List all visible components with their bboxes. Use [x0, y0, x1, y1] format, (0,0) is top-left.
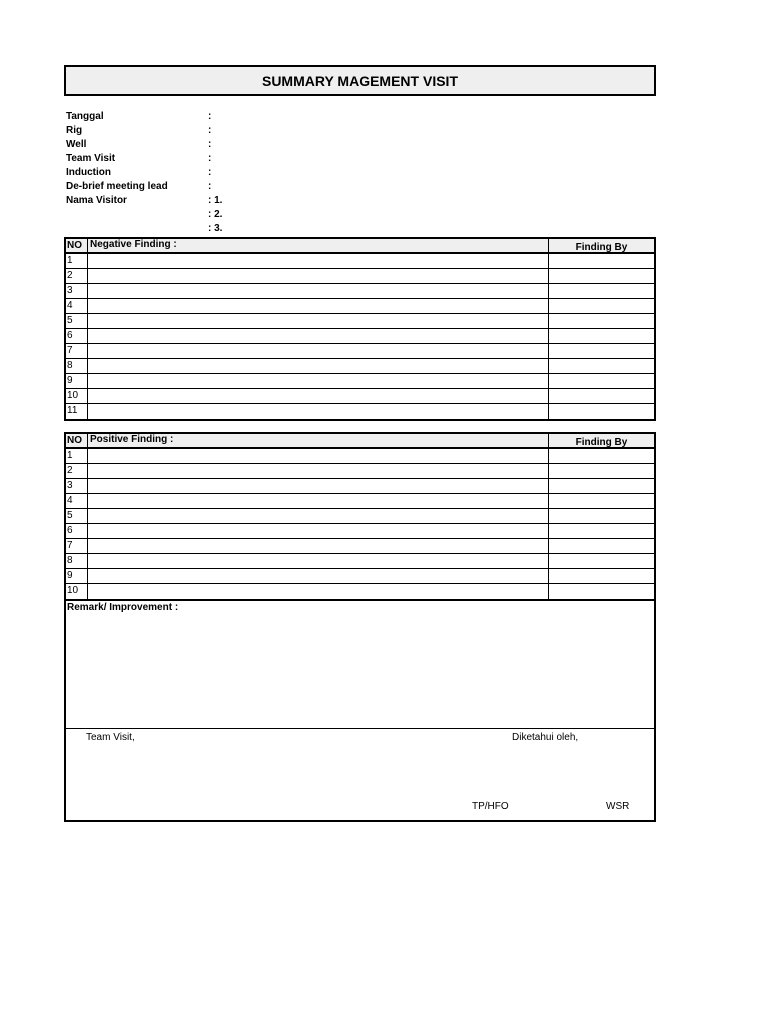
field-team-visit — [66, 152, 366, 166]
row-number: 2 — [66, 464, 88, 478]
field-separator: : — [208, 153, 212, 164]
row-number: 4 — [66, 299, 88, 313]
field-well — [66, 138, 366, 152]
finding-cell[interactable] — [88, 554, 549, 568]
table-header-row — [66, 434, 654, 449]
finding-by-cell[interactable] — [549, 374, 654, 388]
field-tanggal — [66, 110, 366, 124]
finding-by-cell[interactable] — [549, 404, 654, 419]
table-row — [66, 359, 654, 374]
finding-cell[interactable] — [88, 299, 549, 313]
visit-info-fields — [66, 110, 366, 236]
finding-cell[interactable] — [88, 464, 549, 478]
row-number: 6 — [66, 524, 88, 538]
row-number: 2 — [66, 269, 88, 283]
finding-cell[interactable] — [88, 374, 549, 388]
finding-cell[interactable] — [88, 539, 549, 553]
row-number: 10 — [66, 389, 88, 403]
field-label: Tanggal — [66, 111, 104, 122]
finding-by-cell[interactable] — [549, 269, 654, 283]
finding-by-cell[interactable] — [549, 524, 654, 538]
row-number: 8 — [66, 554, 88, 568]
field-nama-visitor-1 — [66, 194, 366, 208]
row-number: 5 — [66, 314, 88, 328]
row-number: 9 — [66, 374, 88, 388]
diketahui-signature-label: Diketahui oleh, — [512, 732, 579, 743]
remark-label: Remark/ Improvement : — [67, 602, 179, 613]
finding-cell[interactable] — [88, 359, 549, 373]
finding-by-cell[interactable] — [549, 344, 654, 358]
table-row — [66, 494, 654, 509]
table-row — [66, 584, 654, 599]
column-header-finding-by: Finding By — [575, 437, 628, 448]
field-induction — [66, 166, 366, 180]
wsr-signature-label: WSR — [606, 801, 630, 812]
finding-by-cell[interactable] — [549, 299, 654, 313]
field-debrief-lead — [66, 180, 366, 194]
finding-cell[interactable] — [88, 329, 549, 343]
finding-by-cell[interactable] — [549, 314, 654, 328]
tp-hfo-signature-label: TP/HFO — [472, 801, 509, 812]
column-header-no: NO — [66, 239, 88, 252]
table-row — [66, 314, 654, 329]
row-number: 3 — [66, 284, 88, 298]
finding-by-cell[interactable] — [549, 284, 654, 298]
table-row — [66, 344, 654, 359]
field-label: Induction — [66, 167, 111, 178]
finding-cell[interactable] — [88, 584, 549, 599]
field-separator: : 3. — [208, 223, 223, 234]
row-number: 5 — [66, 509, 88, 523]
finding-cell[interactable] — [88, 524, 549, 538]
finding-by-cell[interactable] — [549, 464, 654, 478]
table-header-row — [66, 239, 654, 254]
finding-cell[interactable] — [88, 509, 549, 523]
finding-by-cell[interactable] — [549, 584, 654, 599]
finding-cell[interactable] — [88, 344, 549, 358]
remark-signature-box — [64, 600, 656, 822]
row-number: 4 — [66, 494, 88, 508]
column-header-positive-finding: Positive Finding : — [88, 434, 549, 447]
negative-finding-table — [64, 237, 656, 421]
table-row — [66, 269, 654, 284]
table-row — [66, 389, 654, 404]
field-label: De-brief meeting lead — [66, 181, 168, 192]
row-number: 10 — [66, 584, 88, 599]
column-header-negative-finding: Negative Finding : — [88, 239, 549, 252]
document-title: SUMMARY MAGEMENT VISIT — [64, 65, 656, 96]
field-separator: : — [208, 125, 212, 136]
finding-cell[interactable] — [88, 269, 549, 283]
field-separator: : — [208, 181, 212, 192]
table-row — [66, 374, 654, 389]
finding-cell[interactable] — [88, 479, 549, 493]
finding-by-cell[interactable] — [549, 569, 654, 583]
row-number: 9 — [66, 569, 88, 583]
row-number: 3 — [66, 479, 88, 493]
finding-by-cell[interactable] — [549, 509, 654, 523]
table-row — [66, 254, 654, 269]
table-row — [66, 464, 654, 479]
table-row — [66, 524, 654, 539]
column-header-finding-by: Finding By — [575, 242, 628, 253]
table-row — [66, 509, 654, 524]
finding-by-cell[interactable] — [549, 494, 654, 508]
finding-cell[interactable] — [88, 254, 549, 268]
field-separator: : — [208, 167, 212, 178]
finding-by-cell[interactable] — [549, 329, 654, 343]
row-number: 7 — [66, 539, 88, 553]
finding-cell[interactable] — [88, 569, 549, 583]
row-number: 8 — [66, 359, 88, 373]
table-row — [66, 479, 654, 494]
team-visit-signature-label: Team Visit, — [86, 732, 135, 743]
field-label: Well — [66, 139, 87, 150]
table-row — [66, 539, 654, 554]
finding-by-cell[interactable] — [549, 449, 654, 463]
row-number: 11 — [66, 404, 88, 419]
field-rig — [66, 124, 366, 138]
finding-by-cell[interactable] — [549, 539, 654, 553]
table-row — [66, 404, 654, 419]
positive-finding-table — [64, 432, 656, 601]
table-row — [66, 569, 654, 584]
table-row — [66, 299, 654, 314]
row-number: 1 — [66, 449, 88, 463]
finding-by-cell[interactable] — [549, 479, 654, 493]
field-label: Team Visit — [66, 153, 116, 164]
finding-cell[interactable] — [88, 314, 549, 328]
finding-by-cell[interactable] — [549, 389, 654, 403]
field-separator: : 2. — [208, 209, 223, 220]
finding-cell[interactable] — [88, 494, 549, 508]
finding-cell[interactable] — [88, 404, 549, 419]
field-separator: : — [208, 139, 212, 150]
finding-cell[interactable] — [88, 284, 549, 298]
finding-cell[interactable] — [88, 449, 549, 463]
field-label: Nama Visitor — [66, 195, 127, 206]
finding-by-cell[interactable] — [549, 254, 654, 268]
finding-cell[interactable] — [88, 389, 549, 403]
field-separator: : — [208, 111, 212, 122]
finding-by-cell[interactable] — [549, 554, 654, 568]
signature-divider — [66, 728, 654, 729]
table-row — [66, 554, 654, 569]
table-row — [66, 284, 654, 299]
field-label: Rig — [66, 125, 83, 136]
field-separator: : 1. — [208, 195, 223, 206]
row-number: 6 — [66, 329, 88, 343]
field-nama-visitor-2 — [66, 208, 366, 222]
row-number: 7 — [66, 344, 88, 358]
table-row — [66, 329, 654, 344]
row-number: 1 — [66, 254, 88, 268]
field-nama-visitor-3 — [66, 222, 366, 236]
column-header-no: NO — [66, 434, 88, 447]
table-row — [66, 449, 654, 464]
finding-by-cell[interactable] — [549, 359, 654, 373]
